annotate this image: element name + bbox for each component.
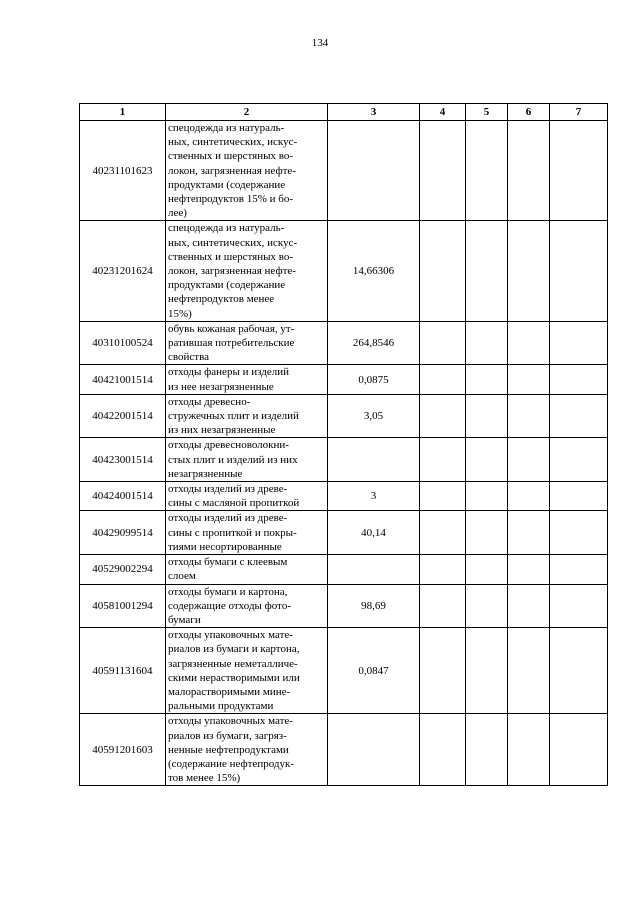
empty-cell: [420, 555, 466, 584]
waste-name-line: тов менее 15%): [168, 772, 241, 785]
waste-code-cell: 40424001514: [80, 482, 166, 511]
empty-cell: [508, 511, 550, 555]
waste-name-cell: [166, 628, 328, 714]
empty-cell: [550, 365, 608, 394]
empty-cell: [466, 555, 508, 584]
empty-cell: [550, 321, 608, 365]
column-header: 1: [80, 104, 166, 121]
waste-name-line: ственных и шерстяных во-: [168, 250, 294, 263]
waste-name-line: обувь кожаная рабочая, ут-: [168, 322, 295, 335]
table-row: [80, 584, 608, 628]
amount-cell: 0,0875: [328, 365, 420, 394]
empty-cell: [508, 121, 550, 221]
waste-name-line: продуктами (содержание: [168, 178, 286, 191]
waste-code-cell: 40529002294: [80, 555, 166, 584]
waste-name-cell: [166, 714, 328, 786]
empty-cell: [550, 511, 608, 555]
waste-name-line: 15%): [168, 307, 192, 320]
waste-name-line: лее): [168, 207, 187, 220]
empty-cell: [550, 438, 608, 482]
waste-name-cell: [166, 394, 328, 438]
waste-name-line: свойства: [168, 351, 210, 364]
empty-cell: [420, 584, 466, 628]
waste-name-line: отходы бумаги с клеевым: [168, 556, 288, 569]
waste-name-line: сины с пропиткой и покры-: [168, 526, 297, 539]
table-row: [80, 438, 608, 482]
waste-name-line: спецодежда из натураль-: [168, 222, 285, 235]
waste-name-line: ных, синтетических, искус-: [168, 236, 298, 249]
waste-code-cell: 40423001514: [80, 438, 166, 482]
waste-name-line: загрязненные неметалличе-: [168, 657, 298, 670]
amount-cell: 264,8546: [328, 321, 420, 365]
waste-name-line: спецодежда из натураль-: [168, 122, 285, 134]
waste-name-line: содержащие отходы фото-: [168, 599, 291, 612]
empty-cell: [466, 511, 508, 555]
waste-name-line: тиями несортированные: [168, 540, 282, 553]
empty-cell: [420, 482, 466, 511]
column-header: 2: [166, 104, 328, 121]
empty-cell: [508, 365, 550, 394]
waste-name-cell: [166, 365, 328, 394]
empty-cell: [466, 714, 508, 786]
waste-code-cell: 40231201624: [80, 221, 166, 321]
empty-cell: [508, 394, 550, 438]
empty-cell: [466, 221, 508, 321]
waste-code-cell: 40429099514: [80, 511, 166, 555]
waste-name-line: из них незагрязненные: [168, 424, 276, 437]
empty-cell: [466, 438, 508, 482]
waste-name-line: отходы изделий из древе-: [168, 483, 288, 496]
waste-code-cell: 40421001514: [80, 365, 166, 394]
waste-name-line: сины с масляной пропиткой: [168, 497, 300, 510]
table-body: [80, 121, 608, 786]
empty-cell: [420, 628, 466, 714]
waste-name-line: отходы фанеры и изделий: [168, 366, 289, 379]
column-header: 5: [466, 104, 508, 121]
waste-name-line: бумаги: [168, 613, 201, 626]
empty-cell: [466, 394, 508, 438]
waste-name-line: продуктами (содержание: [168, 279, 286, 292]
amount-cell: 0,0847: [328, 628, 420, 714]
empty-cell: [550, 482, 608, 511]
waste-name-line: риалов из бумаги, загряз-: [168, 729, 287, 742]
empty-cell: [508, 555, 550, 584]
empty-cell: [420, 121, 466, 221]
table-row: [80, 555, 608, 584]
waste-name-line: отходы древесно-: [168, 395, 251, 408]
empty-cell: [466, 584, 508, 628]
waste-name-line: риалов из бумаги и картона,: [168, 643, 300, 656]
empty-cell: [550, 221, 608, 321]
waste-code-cell: 40591201603: [80, 714, 166, 786]
waste-name-cell: [166, 438, 328, 482]
column-header: 7: [550, 104, 608, 121]
empty-cell: [550, 628, 608, 714]
empty-cell: [508, 438, 550, 482]
waste-name-cell: [166, 584, 328, 628]
amount-cell: 3,05: [328, 394, 420, 438]
waste-name-cell: [166, 511, 328, 555]
column-header: 3: [328, 104, 420, 121]
waste-name-line: ратившая потребительские: [168, 337, 295, 350]
table-row: [80, 365, 608, 394]
header-row: [80, 104, 608, 121]
waste-name-line: незагрязненные: [168, 467, 243, 480]
table-row: [80, 394, 608, 438]
waste-name-line: слоем: [168, 570, 196, 583]
empty-cell: [420, 221, 466, 321]
table-row: [80, 321, 608, 365]
waste-code-cell: 40591131604: [80, 628, 166, 714]
empty-cell: [466, 121, 508, 221]
table-row: [80, 511, 608, 555]
column-header: 4: [420, 104, 466, 121]
waste-name-line: локон, загрязненная нефте-: [168, 164, 296, 177]
empty-cell: [508, 714, 550, 786]
waste-name-line: ненные нефтепродуктами: [168, 743, 289, 756]
amount-cell: 14,66306: [328, 221, 420, 321]
page-number: 134: [311, 37, 329, 49]
waste-code-cell: 40422001514: [80, 394, 166, 438]
amount-cell: [328, 714, 420, 786]
waste-name-line: отходы древесноволокни-: [168, 439, 289, 452]
empty-cell: [420, 511, 466, 555]
waste-name-line: ральными продуктами: [168, 700, 274, 713]
empty-cell: [508, 482, 550, 511]
empty-cell: [550, 714, 608, 786]
empty-cell: [420, 394, 466, 438]
waste-name-cell: [166, 555, 328, 584]
empty-cell: [508, 321, 550, 365]
empty-cell: [550, 394, 608, 438]
waste-code-cell: 40231101623: [80, 121, 166, 221]
empty-cell: [508, 584, 550, 628]
empty-cell: [420, 321, 466, 365]
waste-name-cell: [166, 221, 328, 321]
waste-name-line: из нее незагрязненные: [168, 380, 274, 393]
amount-cell: [328, 438, 420, 482]
waste-name-line: скими нерастворимыми или: [168, 671, 300, 684]
amount-cell: 3: [328, 482, 420, 511]
waste-name-line: ных, синтетических, искус-: [168, 136, 298, 149]
table-row: [80, 121, 608, 221]
waste-name-line: нефтепродуктов 15% и бо-: [168, 193, 294, 206]
empty-cell: [466, 321, 508, 365]
empty-cell: [466, 365, 508, 394]
column-header: 6: [508, 104, 550, 121]
waste-name-line: отходы упаковочных мате-: [168, 715, 293, 728]
waste-name-cell: [166, 482, 328, 511]
table-row: [80, 628, 608, 714]
empty-cell: [466, 628, 508, 714]
amount-cell: [328, 121, 420, 221]
empty-cell: [466, 482, 508, 511]
waste-name-line: нефтепродуктов менее: [168, 293, 275, 306]
empty-cell: [550, 584, 608, 628]
waste-name-line: малорастворимыми минe-: [168, 685, 291, 698]
waste-name-line: (содержание нефтепродук-: [168, 757, 294, 770]
amount-cell: [328, 555, 420, 584]
waste-code-cell: 40310100524: [80, 321, 166, 365]
empty-cell: [550, 555, 608, 584]
waste-code-cell: 40581001294: [80, 584, 166, 628]
waste-name-line: отходы бумаги и картона,: [168, 585, 288, 598]
waste-name-line: ственных и шерстяных во-: [168, 150, 294, 163]
empty-cell: [420, 714, 466, 786]
waste-name-cell: [166, 321, 328, 365]
empty-cell: [420, 438, 466, 482]
waste-name-line: стружечных плит и изделий: [168, 410, 299, 423]
waste-name-line: отходы изделий из древе-: [168, 512, 288, 525]
empty-cell: [508, 221, 550, 321]
table-row: [80, 221, 608, 321]
waste-table: [79, 103, 608, 786]
waste-name-line: локон, загрязненная нефте-: [168, 265, 296, 278]
waste-name-line: стых плит и изделий из них: [168, 453, 298, 466]
empty-cell: [508, 628, 550, 714]
amount-cell: 40,14: [328, 511, 420, 555]
waste-name-line: отходы упаковочных мате-: [168, 629, 293, 642]
empty-cell: [420, 365, 466, 394]
table-row: [80, 482, 608, 511]
amount-cell: 98,69: [328, 584, 420, 628]
table-row: [80, 714, 608, 786]
waste-name-cell: [166, 121, 328, 221]
empty-cell: [550, 121, 608, 221]
